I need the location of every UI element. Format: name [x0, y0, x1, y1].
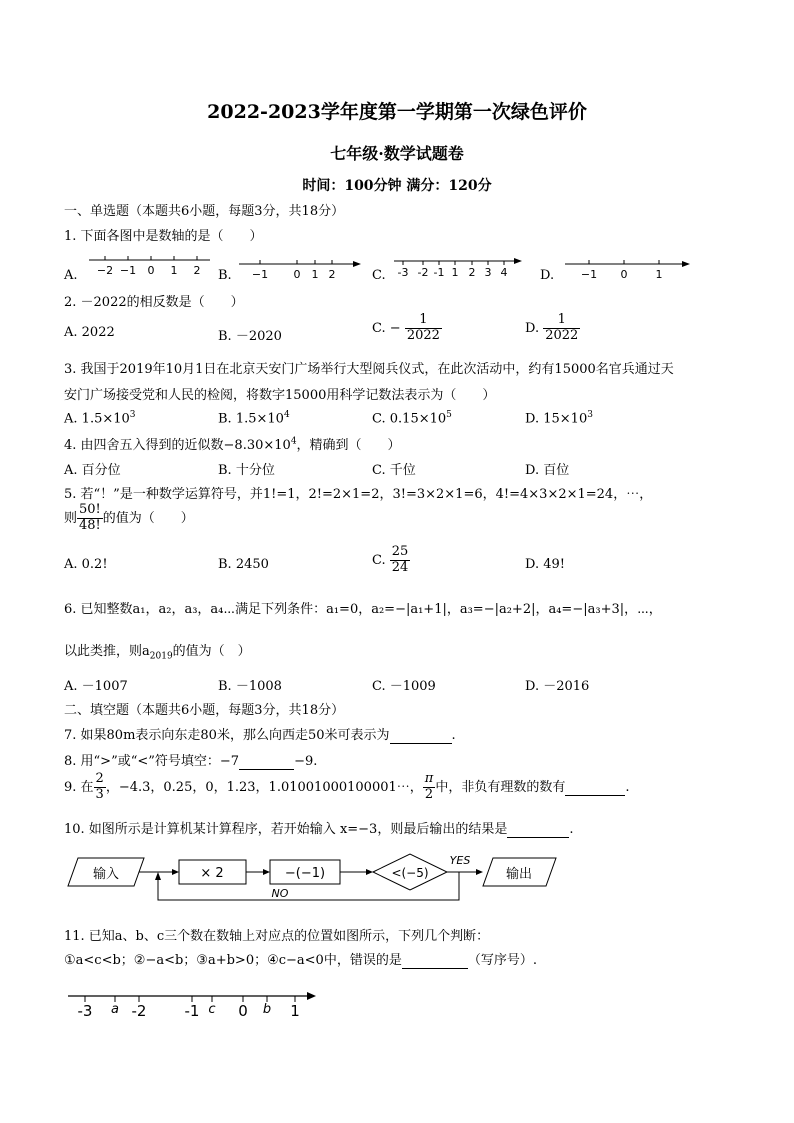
text: 7. 如果80m表示向东走80米，那么向西走50米可表示为: [64, 728, 390, 743]
text: .: [569, 822, 574, 837]
q1-label-b: B.: [218, 268, 232, 283]
q6-option-c: C. －1009: [372, 679, 436, 694]
text: 以此类推，则a: [64, 644, 150, 659]
denominator: 2022: [545, 327, 579, 343]
answer-blank[interactable]: [239, 754, 294, 770]
answer-blank[interactable]: [402, 953, 468, 969]
point-a-label: a: [111, 1002, 119, 1017]
label: B.: [218, 411, 232, 427]
q9-fraction-1: [94, 772, 106, 803]
q3-line1: 3. 我国于2019年10月1日在北京天安门广场举行大型阅兵仪式，在此次活动中，约有15000名官兵通过天: [64, 362, 674, 377]
tick-label: -1: [184, 1002, 200, 1020]
value: 1.5×10: [235, 411, 284, 427]
q1-label-a: A.: [64, 268, 78, 283]
text: ①a<c<b；②−a<b；③a+b>0；④c−a<0中，错误的是: [64, 953, 402, 968]
value: 1.5×10: [81, 411, 130, 427]
exam-meta: 时间：100分钟 满分：120分: [302, 178, 492, 194]
q5-fraction: [77, 503, 103, 534]
tick-label: 2: [328, 268, 336, 281]
tick-label: 2: [193, 264, 201, 277]
denominator: 24: [391, 559, 409, 575]
q6-line1: 6. 已知整数a₁，a₂，a₃，a₄⋯满足下列条件：a₁=0，a₂=−|a₁+1|，a₃=−|a₂+2|，a₄=−|a₃+3|，⋯，: [64, 602, 662, 617]
q6-option-a: A. －1007: [64, 679, 128, 694]
tick-label: 1: [290, 1002, 300, 1020]
tick-label: −2: [96, 264, 114, 277]
numerator: 1: [543, 313, 580, 329]
q1-stem: 1. 下面各图中是数轴的是（ ）: [64, 229, 263, 244]
tick-label: 0: [238, 1002, 248, 1020]
q4-option-d: D. 百位: [525, 463, 570, 478]
q2-option-a: A. 2022: [64, 325, 115, 340]
tick-label: -1: [433, 266, 445, 279]
point-b-label: b: [262, 1002, 272, 1017]
text: 9. 在: [64, 779, 94, 795]
denominator: 48!: [79, 517, 101, 533]
exponent: 3: [129, 410, 136, 420]
tick-label: 0: [147, 264, 155, 277]
q5-option-a: A. 0.2!: [64, 557, 108, 572]
label: C.: [372, 411, 386, 427]
text: .: [625, 779, 630, 795]
value: 0.15×10: [389, 411, 447, 427]
numerator: 50!: [79, 502, 101, 517]
text: 10. 如图所示是计算机某计算程序，若开始输入 x=−3，则最后输出的结果是: [64, 822, 508, 837]
label: C.: [372, 552, 386, 568]
q6-line2: [64, 640, 251, 662]
q2-c-fraction: [405, 313, 442, 344]
q11-numberline: [66, 986, 322, 1020]
q3-option-d: [525, 410, 593, 426]
q2-c-label: C.: [372, 320, 386, 336]
text: .: [451, 728, 456, 743]
q11-line1: 11. 已知a、b、c三个数在数轴上对应点的位置如图所示，下列几个判断：: [64, 929, 490, 944]
tick-label: −1: [580, 268, 598, 281]
tick-label: −1: [251, 268, 269, 281]
q2-option-c: [372, 313, 442, 344]
text: 中，非负有理数的数有: [435, 779, 566, 795]
text: 则: [64, 510, 78, 526]
q3-line2: 安门广场接受党和人民的检阅，将数字15000用科学记数法表示为（ ）: [64, 388, 496, 403]
flow-no-label: NO: [271, 887, 289, 900]
q1-numberline-b: [235, 256, 365, 286]
q11-line2: [64, 949, 537, 969]
numerator: 1: [405, 313, 442, 329]
label: A.: [64, 411, 78, 427]
q7-stem: [64, 724, 456, 744]
q5-option-c: [372, 545, 410, 576]
flow-yes-label: YES: [449, 854, 471, 867]
numerator: π: [424, 771, 434, 786]
subscript: 2019: [149, 651, 173, 662]
exponent: 3: [587, 410, 593, 420]
numerator: 25: [391, 544, 409, 559]
section1-heading: 一、单选题（本题共6小题，每题3分，共18分）: [64, 204, 345, 219]
numerator: 2: [95, 771, 104, 786]
q2-c-sign: −: [389, 320, 401, 336]
exponent: 4: [290, 436, 297, 447]
point-c-label: c: [208, 1002, 216, 1017]
value: 15×10: [543, 411, 588, 427]
q5-c-fraction: [390, 545, 411, 576]
text: ，−4.3，0.25，0，1.23，1.01001000100001⋯，: [105, 779, 423, 795]
exponent: 5: [446, 410, 452, 420]
text: 8. 用“>”或“<”符号填空：−7: [64, 754, 240, 769]
answer-blank[interactable]: [565, 780, 625, 796]
q5-line2: [64, 503, 194, 534]
text: −9.: [294, 754, 318, 769]
label: D.: [525, 411, 540, 427]
q3-option-a: [64, 410, 136, 426]
q8-stem: [64, 750, 317, 770]
q4-stem: [64, 434, 401, 453]
q3-option-c: [372, 410, 452, 426]
text: ，精确到（ ）: [296, 438, 401, 453]
q6-option-b: B. －1008: [218, 679, 282, 694]
q2-option-d: [525, 313, 580, 344]
text: 4. 由四舍五入得到的近似数−8.30×10: [64, 438, 291, 453]
flow-input-label: 输入: [92, 867, 120, 882]
q2-d-label: D.: [525, 320, 540, 336]
q10-flowchart: [66, 850, 566, 908]
exponent: 4: [283, 410, 290, 420]
tick-label: 0: [293, 268, 301, 281]
tick-label: 1: [311, 268, 319, 281]
denominator: 2: [424, 786, 434, 802]
q5-line1: 5. 若“！”是一种数学运算符号，并1!=1，2!=2×1=2，3!=3×2×1=6，4!=4×3×2×1=24，⋯，: [64, 487, 653, 502]
answer-blank[interactable]: [390, 728, 452, 744]
tick-label: 1: [451, 266, 459, 279]
tick-label: 1: [170, 264, 178, 277]
exam-title: 2022-2023学年度第一学期第一次绿色评价: [207, 101, 587, 123]
q3-option-b: [218, 410, 290, 426]
q2-stem: 2. －2022的相反数是（ ）: [64, 295, 244, 310]
text: （写序号）.: [467, 953, 537, 968]
denominator: 2022: [406, 327, 440, 343]
q1-numberline-a: [85, 252, 215, 282]
flow-multiply-label: × 2: [200, 866, 224, 881]
tick-label: 4: [500, 266, 508, 279]
q9-fraction-2: [423, 772, 436, 803]
q5-option-b: B. 2450: [218, 557, 269, 572]
q1-numberline-c: [392, 253, 528, 283]
flow-condition-label: <(−5): [391, 866, 429, 880]
q2-d-fraction: [543, 313, 580, 344]
q4-option-c: C. 千位: [372, 463, 416, 478]
tick-label: 2: [468, 266, 476, 279]
q5-option-d: D. 49!: [525, 557, 565, 572]
text: 的值为（ ）: [172, 644, 251, 659]
exam-subtitle: 七年级·数学试题卷: [330, 144, 464, 163]
flow-output-label: 输出: [505, 867, 533, 882]
flow-subtract-label: −(−1): [284, 866, 326, 881]
q4-option-b: B. 十分位: [218, 463, 275, 478]
q6-option-d: D. －2016: [525, 679, 590, 694]
q2-option-b: B. －2020: [218, 329, 282, 344]
section2-heading: 二、填空题（本题共6小题，每题3分，共18分）: [64, 703, 345, 718]
q10-stem: [64, 818, 573, 838]
tick-label: −1: [119, 264, 137, 277]
denominator: 3: [95, 786, 104, 802]
q1-numberline-d: [563, 256, 695, 286]
tick-label: -3: [77, 1002, 93, 1020]
answer-blank[interactable]: [507, 822, 569, 838]
tick-label: 3: [484, 266, 492, 279]
q1-label-d: D.: [540, 268, 555, 283]
q1-label-c: C.: [372, 268, 386, 283]
tick-label: -2: [131, 1002, 147, 1020]
q9-stem: [64, 772, 629, 803]
q4-option-a: A. 百分位: [64, 463, 121, 478]
tick-label: 1: [655, 268, 663, 281]
tick-label: -3: [397, 266, 409, 279]
text: 的值为（ ）: [102, 510, 194, 526]
tick-label: -2: [417, 266, 429, 279]
tick-label: 0: [620, 268, 628, 281]
